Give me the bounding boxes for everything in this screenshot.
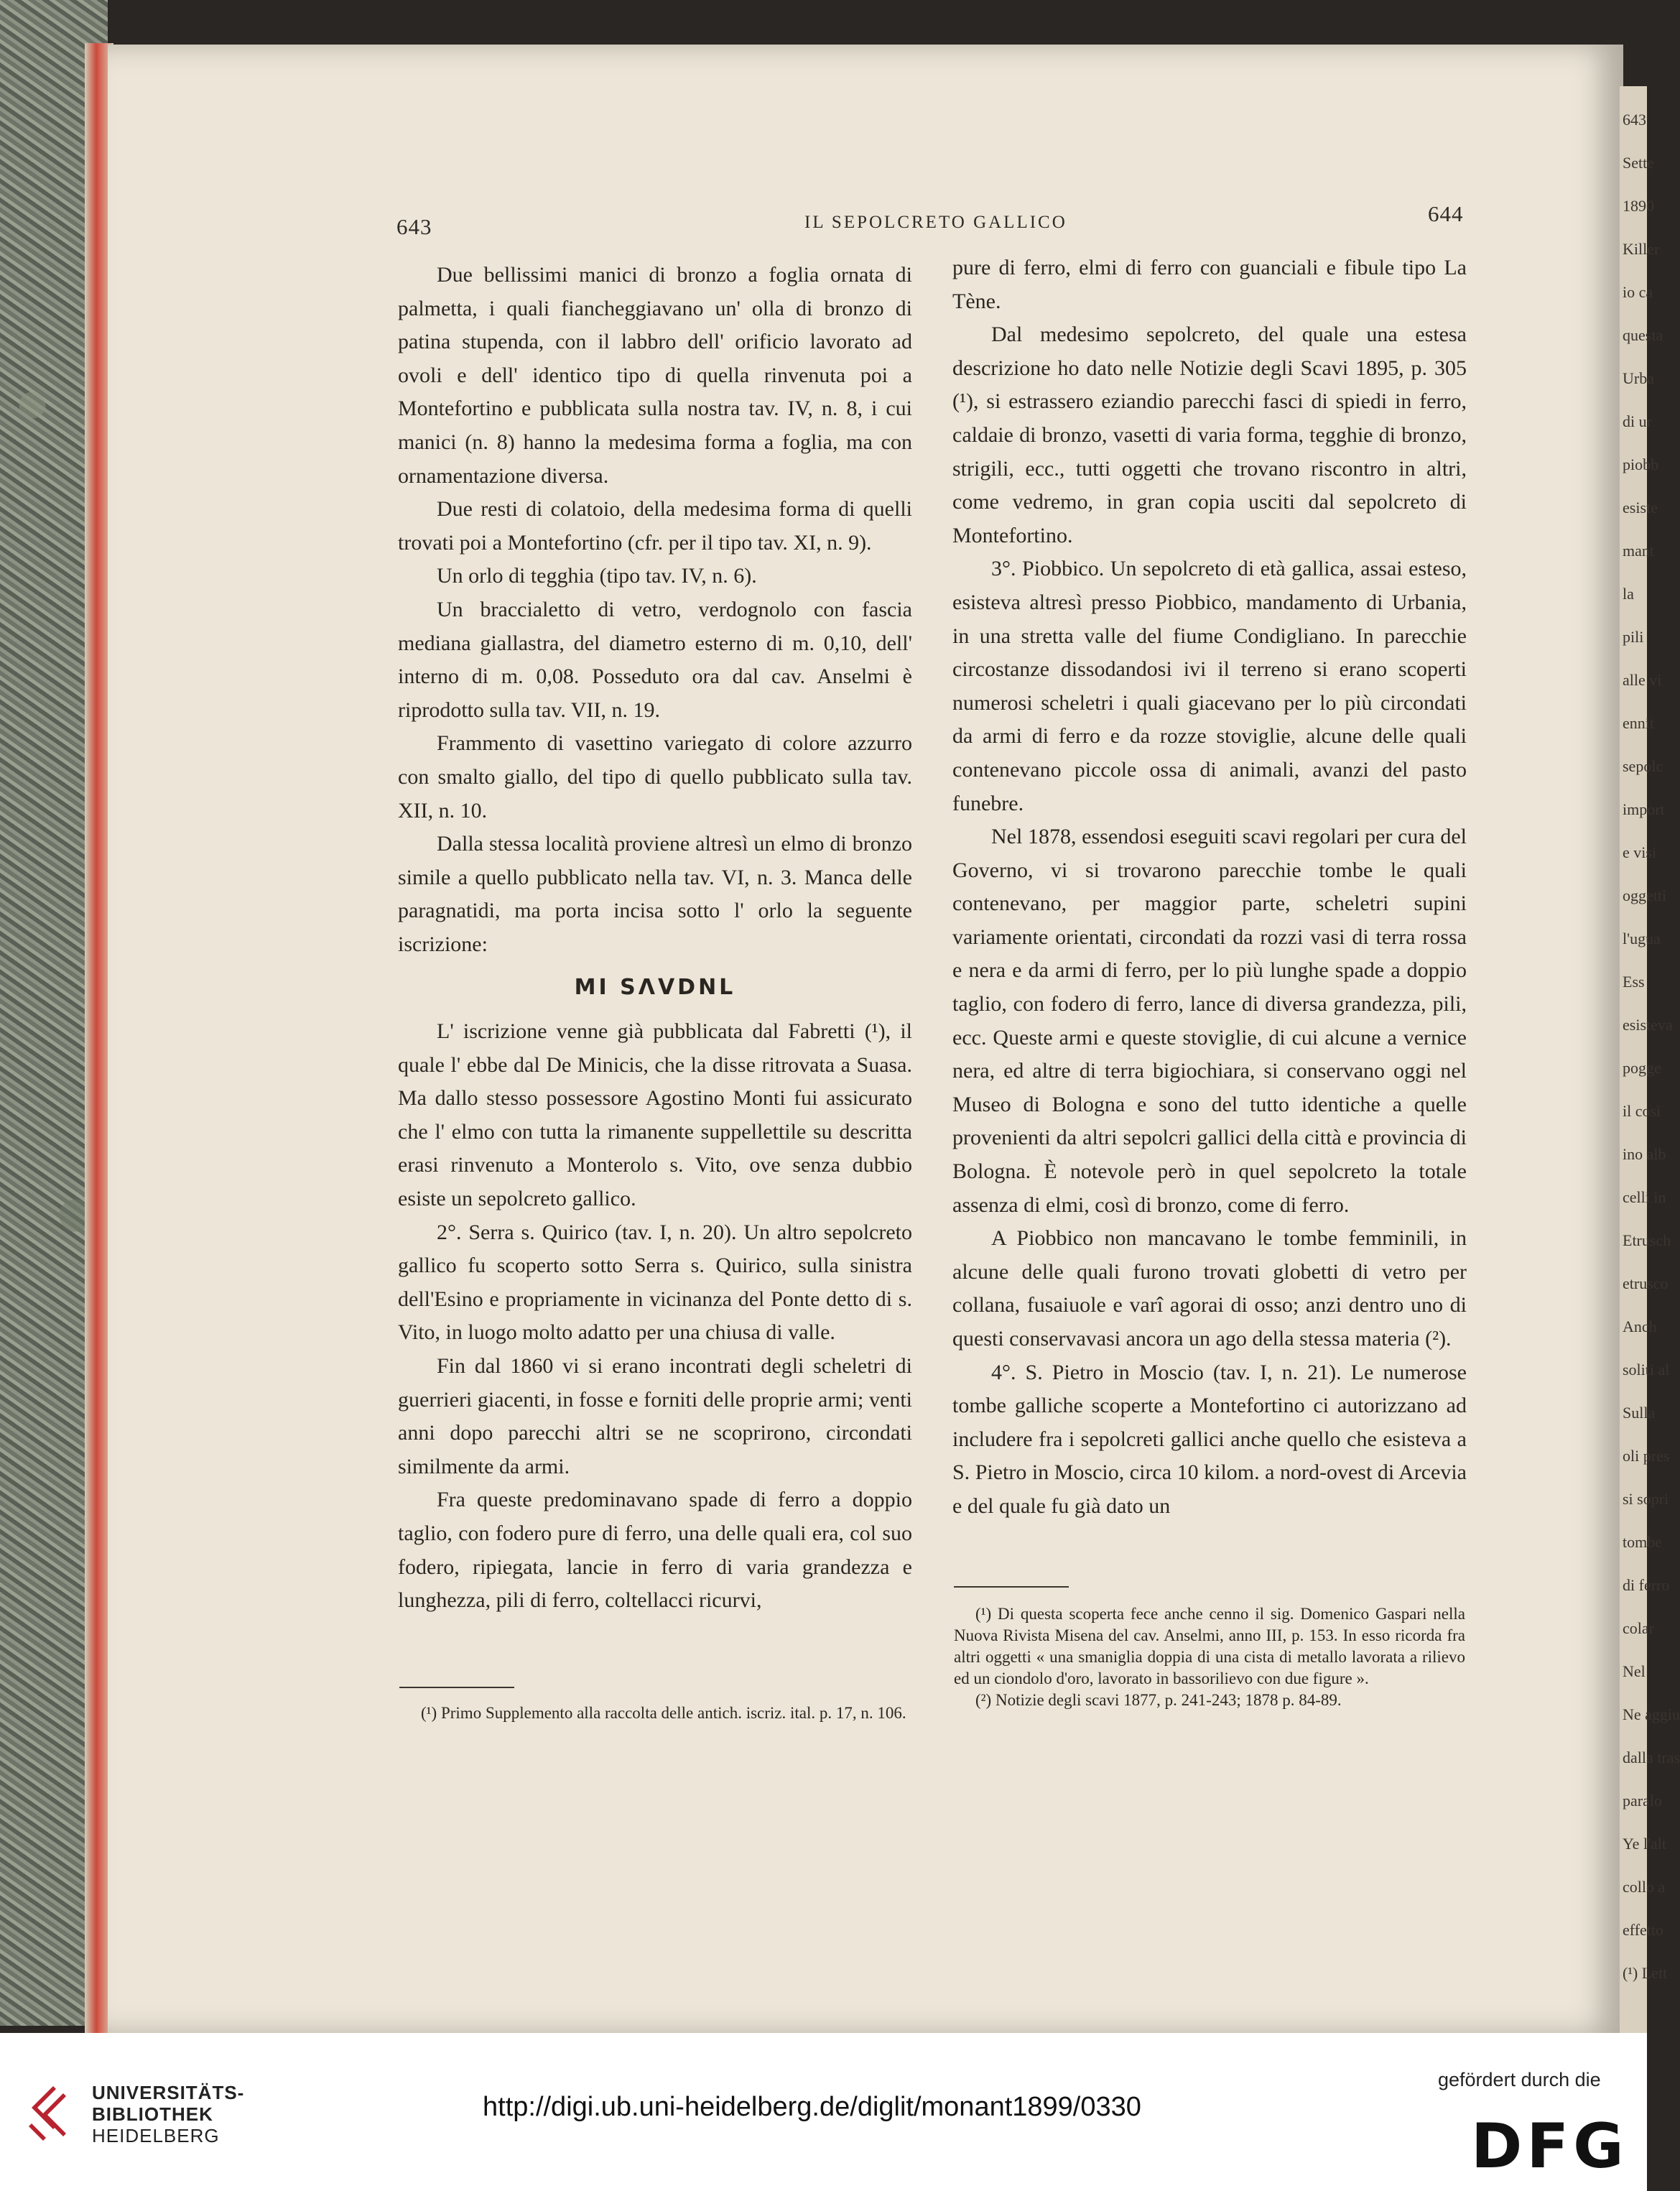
paragraph: Dal medesimo sepolcreto, del quale una estesa descrizione ho dato nelle Notizie degli Scavi 1895, p. 305 (¹), si estrassero eziandio parecchi fasci di spiedi in ferro, caldaie di bronzo, vasetti di varia forma, tegghie di bronzo, strigili, ecc., tutti oggetti che trovano riscontro in altri, come vedremo, in gran copia usciti dal sepolcreto di Montefortino. <box>952 323 1467 547</box>
margin-fragment: celli in <box>1623 1188 1666 1206</box>
paragraph: Due resti di colatoio, della medesima forma di quelli trovati poi a Montefortino (cfr. per il tipo tav. XI, n. 9). <box>398 497 912 555</box>
margin-fragment: questa <box>1623 326 1663 344</box>
margin-fragment: Ye l'alt <box>1623 1835 1667 1853</box>
library-name-line: UNIVERSITÄTS- <box>92 2082 245 2103</box>
margin-fragment: di ur <box>1623 412 1652 430</box>
margin-fragment: oli pres <box>1623 1447 1670 1465</box>
page-number-left: 643 <box>396 214 432 239</box>
page-number-right: 644 <box>1428 201 1464 226</box>
left-column <box>398 259 912 1618</box>
margin-fragment: Anch <box>1623 1317 1657 1335</box>
paragraph: 3°. Piobbico. Un sepolcreto di età gallica, assai esteso, esisteva altresì presso Piobbico, mandamento di Urbania, in una stretta valle del fiume Condigliano. In parecchie circostanze dissodandosi ivi il terreno si erano scoperti numerosi scheletri i quali giacevano per lo più circondati da armi di ferro e da rozze stoviglie, alcune delle quali contenevano piccole ossa di animali, avanzi del pasto funebre. <box>952 557 1467 815</box>
margin-fragment: 1890 <box>1623 197 1654 215</box>
margin-fragment: esiste <box>1623 499 1658 517</box>
margin-fragment: Etrusch <box>1623 1231 1671 1249</box>
margin-fragment: la <box>1623 585 1634 603</box>
margin-fragment: esisteva <box>1623 1016 1673 1034</box>
footnote: (¹) Di questa scoperta fece anche cenno il sig. Domenico Gaspari nella Nuova Rivista Misena del cav. Anselmi, anno III, p. 153. In esso ricorda fra altri oggetti « una smaniglia doppia di una cista di metallo lavorata a rilievo ed un ciondolo d'oro, lavorato in bassorilievo con due figure ». <box>954 1605 1465 1687</box>
margin-fragment: Urba <box>1623 369 1654 387</box>
running-title: IL SEPOLCRETO GALLICO <box>804 213 1067 232</box>
paragraph: A Piobbico non mancavano le tombe femminili, in alcune delle quali furono trovati globetti di vetro per collana, fusaiuole e varî agorai di osso; anzi dentro uno di questi conservavasi ancora un ago della stessa materia (²). <box>952 1226 1467 1351</box>
library-logo-icon <box>24 2079 75 2151</box>
margin-fragment: effetto <box>1623 1921 1664 1939</box>
right-column <box>952 251 1467 1524</box>
paragraph: 4°. S. Pietro in Moscio (tav. I, n. 21). Le numerose tombe galliche scoperte a Montefortino ci autorizzano ad includere fra i sepolcreti gallici anche quello che esisteva a S. Pietro in Moscio, circa 10 kilom. a nord-ovest di Arcevia e del quale fu già dato un <box>952 1360 1467 1518</box>
footnote: (¹) Primo Supplemento alla raccolta delle antich. iscriz. ital. p. 17, n. 106. <box>421 1704 906 1722</box>
margin-fragment: Ess <box>1623 973 1645 991</box>
margin-fragment: Sette <box>1623 154 1654 172</box>
paragraph: Dalla stessa località proviene altresì un elmo di bronzo simile a quello pubblicato nella tav. VI, n. 3. Manca delle paragnatidi, ma porta incisa sotto l' orlo la seguente iscrizione: <box>398 832 912 956</box>
margin-fragment: tombe <box>1623 1533 1662 1551</box>
paragraph: Un orlo di tegghia (tipo tav. IV, n. 6). <box>437 564 757 588</box>
margin-fragment: dalla tras <box>1623 1748 1680 1766</box>
margin-fragment: piobb <box>1623 455 1659 473</box>
margin-fragment: soliti al <box>1623 1361 1670 1379</box>
margin-fragment: mant <box>1623 542 1654 560</box>
paragraph: Frammento di vasettino variegato di colore azzurro con smalto giallo, del tipo di quello pubblicato sulla tav. XII, n. 10. <box>398 731 912 823</box>
margin-fragment: 643 <box>1623 111 1646 129</box>
margin-fragment: paralo <box>1623 1792 1662 1810</box>
margin-fragment: pogge <box>1623 1059 1661 1077</box>
margin-fragment: l'ugua <box>1623 930 1661 948</box>
margin-fragment: si sopri <box>1623 1490 1669 1508</box>
funding-label: gefördert durch die <box>1438 2069 1601 2090</box>
footnote: (²) Notizie degli scavi 1877, p. 241-243; 1878 p. 84-89. <box>975 1691 1342 1709</box>
dfg-logo[interactable]: DFG <box>1471 2111 1628 2182</box>
library-name-line: HEIDELBERG <box>92 2125 220 2146</box>
library-name-line: BIBLIOTHEK <box>92 2103 213 2125</box>
margin-fragment: pili <box>1623 628 1644 646</box>
margin-fragment: ennit <box>1623 714 1654 732</box>
margin-fragment: Ne aggiu <box>1623 1705 1680 1723</box>
margin-fragment: oggetti <box>1623 886 1667 904</box>
inscription: MI SΛVDNL <box>574 975 736 1001</box>
paragraph: Nel 1878, essendosi eseguiti scavi regolari per cura del Governo, vi si trovarono parecchie tombe le quali contenevano, per maggior parte, scheletri supini variamente orientati, circondati da rozzi vasi di terra rossa e nera e da armi di ferro, per lo più lunghe spade a doppio taglio, con fodero di ferro, lance di diversa grandezza, pili, ecc. Queste armi e queste stoviglie, di cui alcune a vernice nera, ed altre di terra bigiochiara, si conservano oggi nel Museo di Bologna e sono del tutto identiche a quelle provenienti da altri sepolcri gallici della città e provincia di Bologna. È notevole però in quel sepolcreto la totale assenza di elmi, così di bronzo, come di ferro. <box>952 825 1467 1217</box>
footnote-left <box>399 1703 914 1724</box>
margin-fragment: ino alb <box>1623 1145 1666 1163</box>
facing-page-strip <box>1620 86 1680 2033</box>
margin-fragment: io ca <box>1623 283 1653 301</box>
paragraph: Fra queste predominavano spade di ferro a doppio taglio, con fodero pure di ferro, una delle quali era, col suo fodero, ripiegata, lancie in ferro di varia grandezza e lunghezza, pili di ferro, coltellacci ricurvi, <box>398 1488 912 1613</box>
paragraph: 2°. Serra s. Quirico (tav. I, n. 20). Un altro sepolcreto gallico fu scoperto sotto Serra s. Quirico, sulla sinistra dell'Esino e propriamente in vicinanza del Ponte detto di s. Vito, in luogo molto adatto per una chiusa di valle. <box>398 1220 912 1345</box>
margin-fragment: colar <box>1623 1619 1654 1637</box>
footnotes-right <box>954 1603 1465 1711</box>
paragraph: Fin dal 1860 vi si erano incontrati degli scheletri di guerrieri giacenti, in fosse e forniti delle proprie armi; venti anni dopo parecchi altri se ne scoprirono, circondati similmente da armi. <box>398 1354 912 1478</box>
paragraph: pure di ferro, elmi di ferro con guanciali e fibule tipo La Tène. <box>952 256 1467 313</box>
margin-fragment: import <box>1623 800 1665 818</box>
paragraph: Un braccialetto di vetro, verdognolo con fascia mediana giallastra, del diametro esterno di m. 0,10, dell' interno di m. 0,08. Posseduto ora dal cav. Anselmi è riprodotto sulla tav. VII, n. 19. <box>398 597 912 722</box>
footnote-rule-left <box>399 1687 514 1688</box>
margin-fragment: etrusco <box>1623 1274 1669 1292</box>
margin-fragment: Killer <box>1623 240 1660 258</box>
paragraph: Due bellissimi manici di bronzo a foglia ornata di palmetta, i quali fiancheggiavano un' olla di bronzo di patina stupenda, con il labbro dell' orificio lavorato ad ovoli e dell' identico tipo di quella rinvenuta poi a Montefortino e pubblicata sulla nostra tav. IV, n. 8, i cui manici (n. 8) hanno la medesima forma a foglia, ma con ornamentazione diversa. <box>398 263 912 488</box>
margin-fragment: Sulla <box>1623 1404 1656 1422</box>
margin-fragment: il cosi <box>1623 1102 1661 1120</box>
margin-fragment: collo a <box>1623 1878 1666 1896</box>
margin-fragment: alle vi <box>1623 671 1662 689</box>
permalink-url[interactable]: http://digi.ub.uni-heidelberg.de/diglit/monant1899/0330 <box>483 2092 1141 2122</box>
margin-fragment: di ferro <box>1623 1576 1670 1594</box>
paragraph: L' iscrizione venne già pubblicata dal Fabretti (¹), il quale l' ebbe dal De Minicis, che la disse ritrovata a Suasa. Ma dallo stesso possessore Agostino Monti fui assicurato che l' elmo con tutta la rimanente suppellettile su descritta erasi rinvenuto a Monterolo s. Vito, ove senza dubbio esiste un sepolcreto gallico. <box>398 1019 912 1211</box>
library-name[interactable] <box>92 2082 244 2146</box>
margin-fragment: (¹) Lett <box>1623 1964 1668 1982</box>
margin-fragment: sepolc <box>1623 757 1663 775</box>
margin-fragment: Nel <box>1623 1662 1646 1680</box>
footnote-rule-right <box>954 1586 1069 1588</box>
margin-fragment: e visi <box>1623 843 1657 861</box>
